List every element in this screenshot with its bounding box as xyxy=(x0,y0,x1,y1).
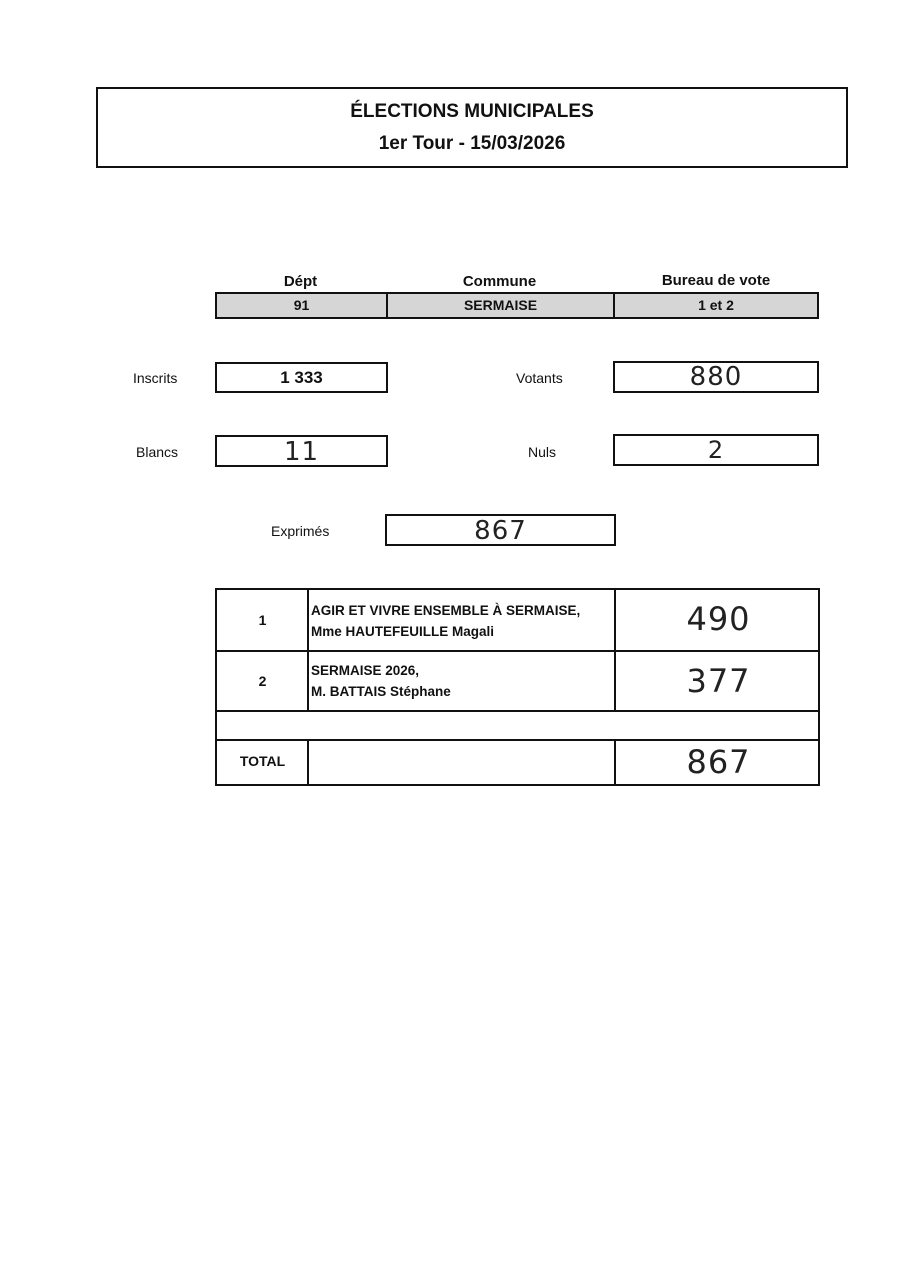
nuls-value: 2 xyxy=(707,436,725,464)
blancs-box xyxy=(215,435,388,467)
bureau-label: Bureau de vote xyxy=(661,272,771,289)
inscrits-value: 1 333 xyxy=(280,368,323,387)
votants-value: 880 xyxy=(689,362,743,392)
list-name-line1: AGIR ET VIVRE ENSEMBLE À SERMAISE, xyxy=(311,603,581,618)
total-label: TOTAL xyxy=(239,753,286,769)
blancs-value: 11 xyxy=(283,437,320,467)
list-votes: 490 xyxy=(686,600,751,638)
votants-box xyxy=(613,361,819,393)
total-value: 867 xyxy=(686,743,751,781)
commune-value: SERMAISE xyxy=(388,294,615,317)
inscrits-box xyxy=(215,362,388,393)
nuls-label: Nuls xyxy=(528,444,557,460)
list-votes: 377 xyxy=(686,662,751,700)
dept-value: 91 xyxy=(217,294,388,317)
column-divider xyxy=(614,739,616,784)
list-number: 1 xyxy=(258,612,267,628)
row-divider xyxy=(217,710,818,712)
list-name-line2: Mme HAUTEFEUILLE Magali xyxy=(311,624,495,639)
document-title: ÉLECTIONS MUNICIPALES xyxy=(350,101,594,122)
exprimes-value: 867 xyxy=(474,516,527,546)
column-divider xyxy=(307,590,309,710)
dept-label: Dépt xyxy=(283,273,318,290)
nuls-box xyxy=(613,434,819,466)
column-divider xyxy=(614,590,616,710)
header-box xyxy=(96,87,848,168)
list-name-line2: M. BATTAIS Stéphane xyxy=(311,684,451,699)
exprimes-box xyxy=(385,514,616,546)
bureau-value: 1 et 2 xyxy=(698,297,734,313)
location-row xyxy=(215,292,819,319)
results-table xyxy=(215,588,820,786)
list-name-line1: SERMAISE 2026, xyxy=(311,663,420,678)
votants-label: Votants xyxy=(516,370,563,386)
exprimes-label: Exprimés xyxy=(271,523,330,539)
document-subtitle: 1er Tour - 15/03/2026 xyxy=(378,133,566,154)
blancs-label: Blancs xyxy=(136,444,179,460)
list-number: 2 xyxy=(258,673,267,689)
commune-label: Commune xyxy=(462,273,537,290)
inscrits-label: Inscrits xyxy=(133,370,178,386)
